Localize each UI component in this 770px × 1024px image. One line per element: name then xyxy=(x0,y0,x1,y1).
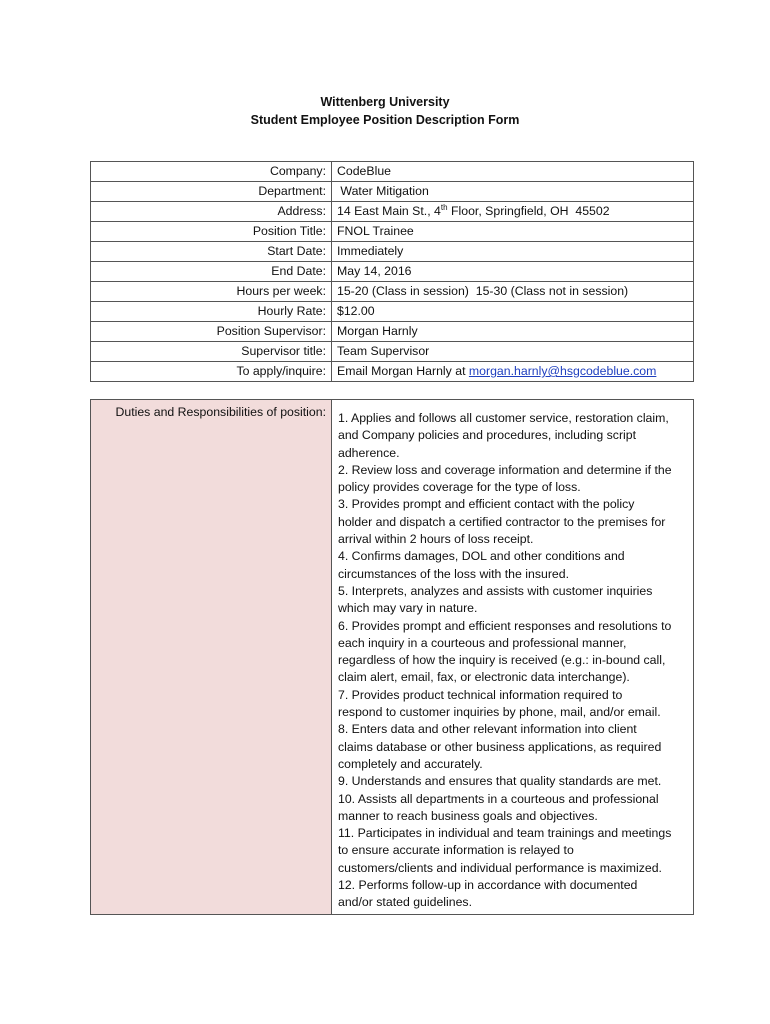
duty-line: which may vary in nature. xyxy=(338,601,478,616)
table-row xyxy=(91,222,694,242)
duty-line: 3. Provides prompt and efficient contact with the policy xyxy=(338,497,635,512)
duty-line: manner to reach business goals and objectives. xyxy=(338,808,598,823)
table-row xyxy=(91,182,694,202)
duty-line: 7. Provides product technical information required to xyxy=(338,687,623,702)
duties-label: Duties and Responsibilities of position: xyxy=(91,400,332,915)
hours-value: 15-20 (Class in session) 15-30 (Class not in session) xyxy=(332,282,694,302)
table-row xyxy=(91,282,694,302)
document-header xyxy=(0,93,770,129)
supervisor-title-value: Team Supervisor xyxy=(332,342,694,362)
table-row xyxy=(91,262,694,282)
duty-line: to ensure accurate information is relayed to xyxy=(338,843,574,858)
table-row xyxy=(91,322,694,342)
table-row xyxy=(91,202,694,222)
apply-value xyxy=(332,362,694,382)
duty-line: 1. Applies and follows all customer service, restoration claim, xyxy=(338,411,669,425)
email-link[interactable]: morgan.harnly@hsgcodeblue.com xyxy=(468,364,657,378)
duty-line: 12. Performs follow-up in accordance with documented xyxy=(338,878,638,893)
duty-line: 8. Enters data and other relevant information into client xyxy=(338,722,637,737)
duties-list xyxy=(332,400,694,915)
supervisor-label: Position Supervisor: xyxy=(91,322,332,342)
department-value: Water Mitigation xyxy=(332,182,694,202)
address-ordinal: th xyxy=(440,202,448,212)
table-row xyxy=(91,342,694,362)
duty-line: 5. Interprets, analyzes and assists with customer inquiries xyxy=(338,583,653,598)
end-date-label: End Date: xyxy=(91,262,332,282)
hours-label: Hours per week: xyxy=(91,282,332,302)
position-title-label: Position Title: xyxy=(91,222,332,242)
end-date-value: May 14, 2016 xyxy=(332,262,694,282)
table-row xyxy=(91,242,694,262)
duty-line: and Company policies and procedures, including script xyxy=(338,428,637,443)
duty-line: completely and accurately. xyxy=(338,756,483,771)
duty-line: 2. Review loss and coverage information and determine if the xyxy=(338,462,672,477)
table-row xyxy=(91,362,694,382)
supervisor-value: Morgan Harnly xyxy=(332,322,694,342)
hourly-rate-label: Hourly Rate: xyxy=(91,302,332,322)
position-info-table xyxy=(90,161,694,382)
apply-text: Email Morgan Harnly at xyxy=(337,364,469,378)
start-date-label: Start Date: xyxy=(91,242,332,262)
duty-line: respond to customer inquiries by phone, mail, and/or email. xyxy=(338,705,661,720)
duty-line: customers/clients and individual performance is maximized. xyxy=(338,860,662,875)
duties-table xyxy=(90,399,694,915)
duty-line: claim alert, email, fax, or electronic data interchange). xyxy=(338,670,630,685)
address-value xyxy=(332,202,694,222)
table-row xyxy=(91,400,694,915)
company-value: CodeBlue xyxy=(332,162,694,182)
duty-line: 6. Provides prompt and efficient responses and resolutions to xyxy=(338,618,672,633)
department-label: Department: xyxy=(91,182,332,202)
duty-line: each inquiry in a courteous and professional manner, xyxy=(338,635,627,650)
duty-line: and/or stated guidelines. xyxy=(338,895,472,910)
duty-line: 4. Confirms damages, DOL and other conditions and xyxy=(338,549,625,564)
duty-line: holder and dispatch a certified contractor to the premises for xyxy=(338,514,666,529)
duty-line: 11. Participates in individual and team trainings and meetings xyxy=(338,826,672,841)
university-name: Wittenberg University xyxy=(320,95,450,109)
address-label: Address: xyxy=(91,202,332,222)
hourly-rate-value: $12.00 xyxy=(332,302,694,322)
company-label: Company: xyxy=(91,162,332,182)
duty-line: circumstances of the loss with the insured. xyxy=(338,566,570,581)
duty-line: regardless of how the inquiry is received (e.g.: in-bound call, xyxy=(338,653,666,668)
duty-line: adherence. xyxy=(338,445,400,460)
position-title-value: FNOL Trainee xyxy=(332,222,694,242)
duty-line: claims database or other business applications, as required xyxy=(338,739,662,754)
address-part-1: 14 East Main St., 4 xyxy=(337,204,441,218)
table-row xyxy=(91,302,694,322)
form-title: Student Employee Position Description Form xyxy=(250,113,520,127)
duty-line: 10. Assists all departments in a courteous and professional xyxy=(338,791,659,806)
duty-line: arrival within 2 hours of loss receipt. xyxy=(338,532,534,547)
supervisor-title-label: Supervisor title: xyxy=(91,342,332,362)
apply-label: To apply/inquire: xyxy=(91,362,332,382)
table-row xyxy=(91,162,694,182)
duty-line: policy provides coverage for the type of loss. xyxy=(338,480,581,495)
address-part-2: Floor, Springfield, OH 45502 xyxy=(447,204,610,218)
start-date-value: Immediately xyxy=(332,242,694,262)
duty-line: 9. Understands and ensures that quality standards are met. xyxy=(338,774,662,789)
